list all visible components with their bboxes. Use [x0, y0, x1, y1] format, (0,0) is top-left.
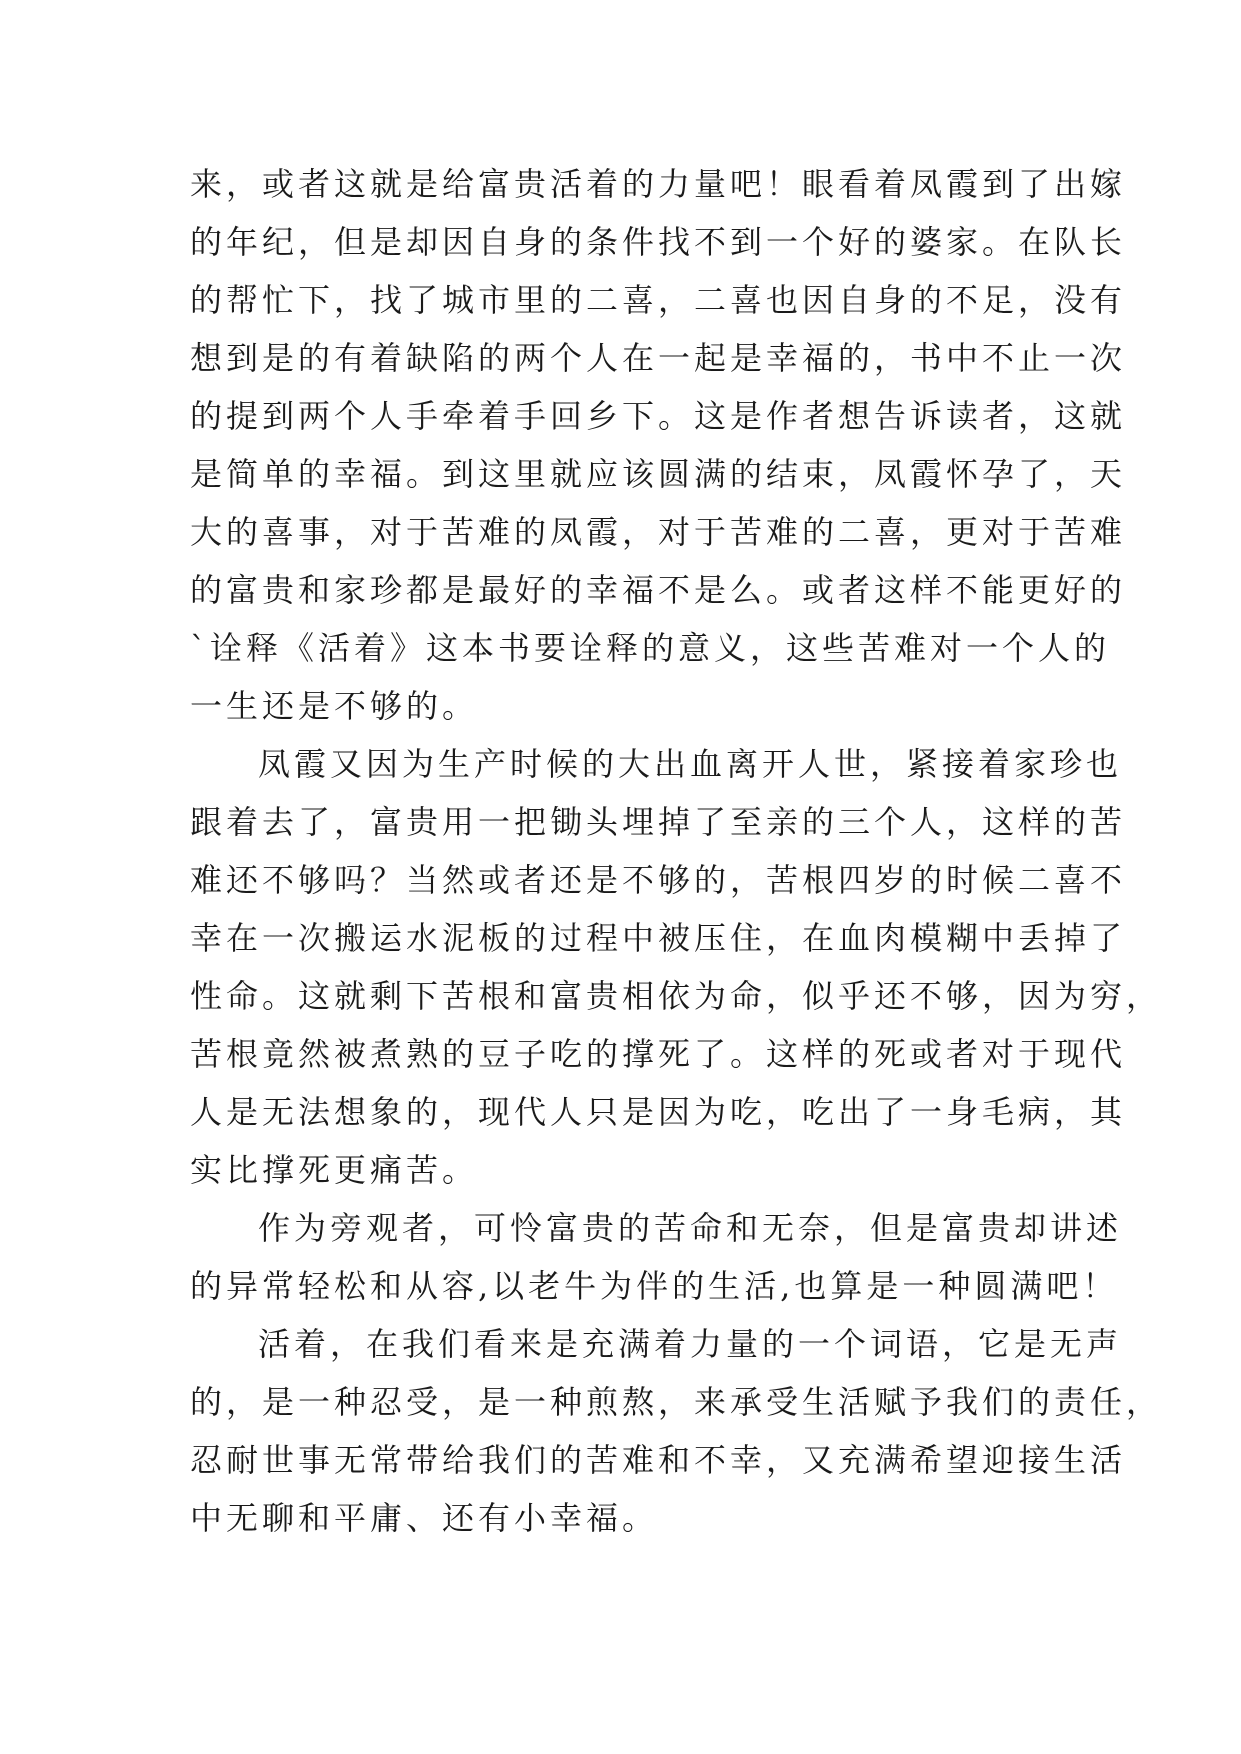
text-line: 中无聊和平庸、还有小幸福。: [190, 1499, 659, 1537]
text-line: 活着，在我们看来是充满着力量的一个词语，它是无声: [258, 1325, 1123, 1363]
text-line: 的异常轻松和从容,以老牛为伴的生活,也算是一种圆满吧！: [190, 1267, 1119, 1305]
text-line: 实比撑死更痛苦。: [190, 1151, 479, 1189]
text-line: 想到是的有着缺陷的两个人在一起是幸福的，书中不止一次: [190, 339, 1127, 377]
text-line: 来，或者这就是给富贵活着的力量吧！眼看着凤霞到了出嫁: [190, 165, 1127, 203]
text-line: 的富贵和家珍都是最好的幸福不是么。或者这样不能更好的: [190, 571, 1127, 609]
text-line: `诠释《活着》这本书要诠释的意义，这些苦难对一个人的: [190, 629, 1111, 667]
text-line: 忍耐世事无常带给我们的苦难和不幸，又充满希望迎接生活: [190, 1441, 1127, 1479]
text-line: 的帮忙下，找了城市里的二喜，二喜也因自身的不足，没有: [190, 281, 1127, 319]
text-line: 的提到两个人手牵着手回乡下。这是作者想告诉读者，这就: [190, 397, 1127, 435]
text-line: 凤霞又因为生产时候的大出血离开人世，紧接着家珍也: [258, 745, 1123, 783]
text-line: 大的喜事，对于苦难的凤霞，对于苦难的二喜，更对于苦难: [190, 513, 1127, 551]
text-line: 性命。这就剩下苦根和富贵相依为命，似乎还不够，因为穷，: [190, 977, 1163, 1015]
text-line: 跟着去了，富贵用一把锄头埋掉了至亲的三个人，这样的苦: [190, 803, 1127, 841]
text-line: 的，是一种忍受，是一种煎熬，来承受生活赋予我们的责任，: [190, 1383, 1163, 1421]
text-line: 难还不够吗？当然或者还是不够的，苦根四岁的时候二喜不: [190, 861, 1127, 899]
text-line: 是简单的幸福。到这里就应该圆满的结束，凤霞怀孕了，天: [190, 455, 1127, 493]
text-line: 一生还是不够的。: [190, 687, 479, 725]
text-line: 苦根竟然被煮熟的豆子吃的撑死了。这样的死或者对于现代: [190, 1035, 1127, 1073]
text-line: 幸在一次搬运水泥板的过程中被压住，在血肉模糊中丢掉了: [190, 919, 1127, 957]
text-line: 人是无法想象的，现代人只是因为吃，吃出了一身毛病，其: [190, 1093, 1127, 1131]
text-line: 的年纪，但是却因自身的条件找不到一个好的婆家。在队长: [190, 223, 1127, 261]
text-line: 作为旁观者，可怜富贵的苦命和无奈，但是富贵却讲述: [258, 1209, 1123, 1247]
